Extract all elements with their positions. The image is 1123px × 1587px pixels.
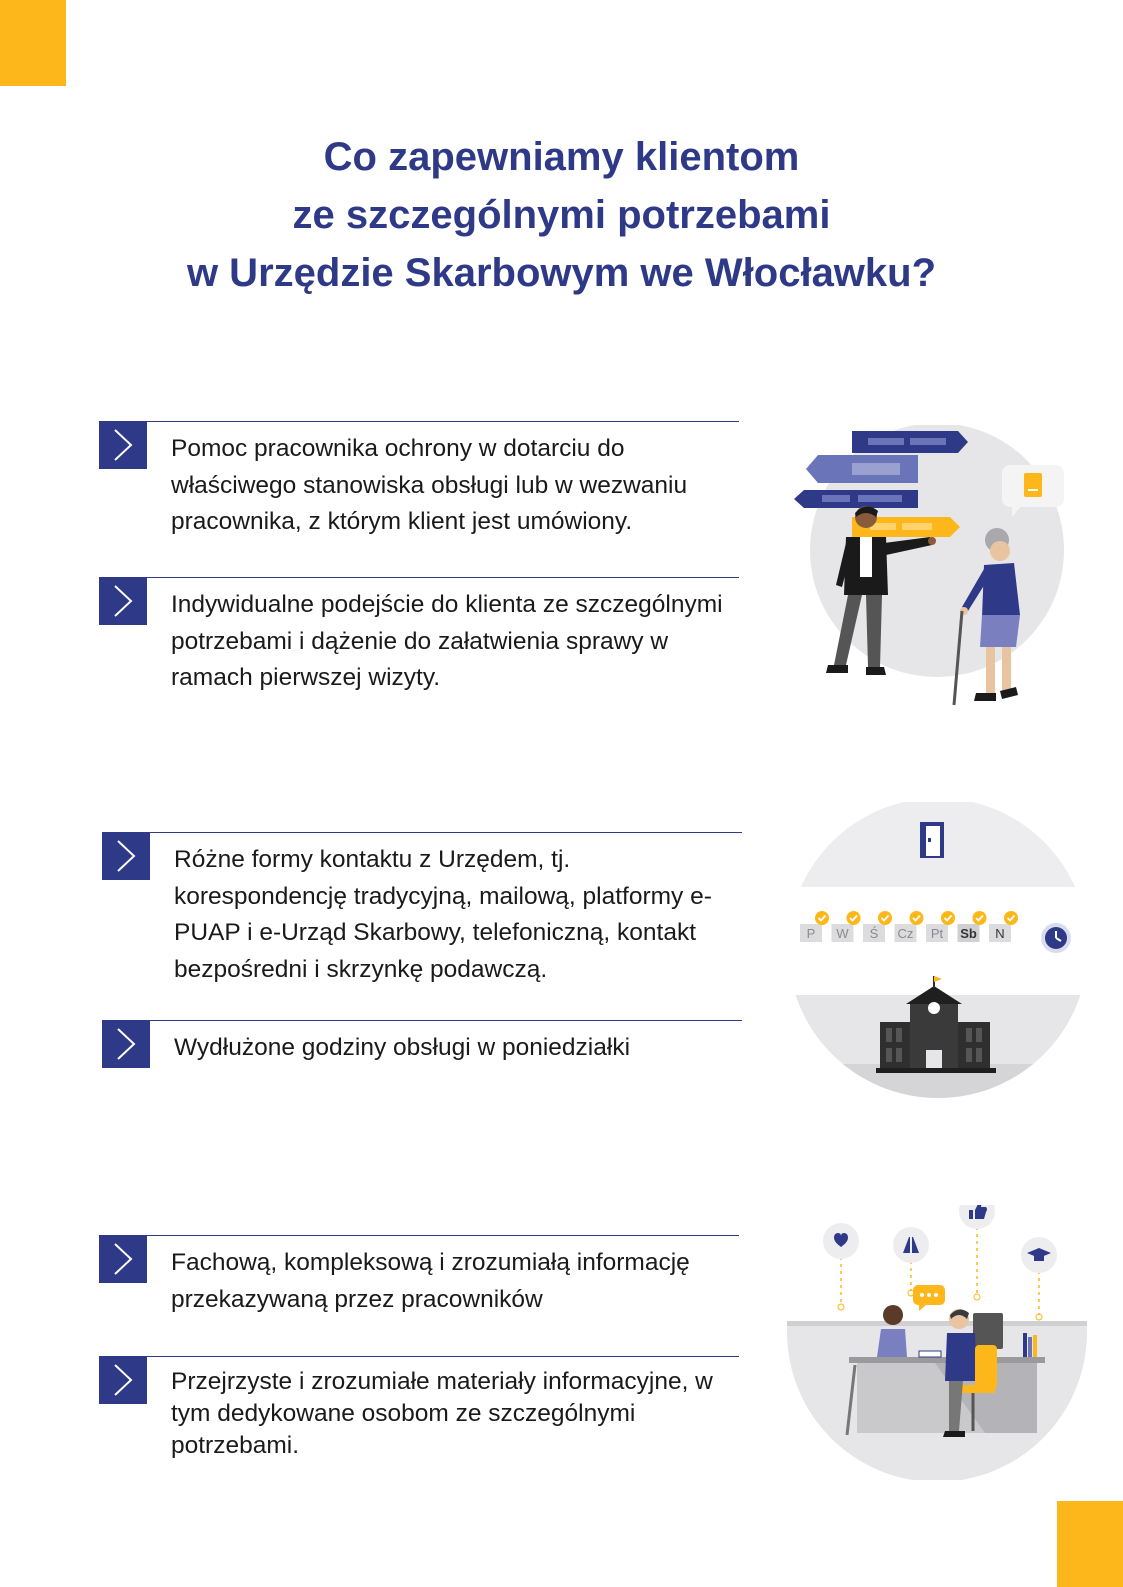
chevron-right-icon — [99, 1356, 147, 1404]
svg-text:Ś: Ś — [869, 926, 879, 941]
directions-illustration — [790, 425, 1080, 720]
item-text: Indywidualne podejście do klienta ze szczególnymi potrzebami i dążenie do załatwienia sprawy w ramach pierwszej wizyty. — [171, 591, 723, 691]
divider — [99, 577, 739, 578]
chevron-right-icon — [99, 577, 147, 625]
page-title — [0, 128, 1123, 302]
title-line-2: ze szczególnymi potrzebami — [292, 193, 831, 237]
svg-text:Pt: Pt — [930, 926, 944, 941]
contact-hours-illustration — [790, 802, 1090, 1107]
service-desk-illustration — [785, 1205, 1090, 1480]
check-icon — [973, 911, 987, 925]
chevron-right-icon — [99, 421, 147, 469]
divider — [102, 1020, 742, 1021]
check-icon — [1004, 911, 1018, 925]
corner-accent-top-left — [0, 0, 66, 86]
divider — [99, 421, 739, 422]
divider — [99, 1235, 739, 1236]
check-icon — [815, 911, 829, 925]
title-line-1: Co zapewniamy klientom — [323, 135, 800, 179]
check-icon — [847, 911, 861, 925]
item-text: Fachową, kompleksową i zrozumiałą informację przekazywaną przez pracowników — [171, 1249, 690, 1313]
check-icon — [941, 911, 955, 925]
chevron-right-icon — [102, 1020, 150, 1068]
chevron-right-icon — [99, 1235, 147, 1283]
chevron-right-icon — [102, 832, 150, 880]
check-icon — [910, 911, 924, 925]
corner-accent-bottom-right — [1057, 1501, 1123, 1587]
divider — [99, 1356, 739, 1357]
item-text: Różne formy kontaktu z Urzędem, tj. korespondencję tradycyjną, mailową, platformy e-PUAP i e-Urząd Skarbowy, telefoniczną, kontakt bezpośredni i skrzynkę podawczą. — [174, 846, 712, 983]
svg-text:Cz: Cz — [897, 926, 914, 941]
svg-text:Sb: Sb — [960, 926, 977, 941]
title-line-3: w Urzędzie Skarbowym we Włocławku? — [186, 251, 937, 295]
divider — [102, 832, 742, 833]
svg-text:N: N — [995, 926, 1005, 941]
svg-text:W: W — [836, 926, 849, 941]
item-text: Pomoc pracownika ochrony w dotarciu do właściwego stanowiska obsługi lub w wezwaniu pracownika, z którym klient jest umówiony. — [171, 435, 688, 535]
check-icon — [878, 911, 892, 925]
item-text: Wydłużone godziny obsługi w poniedziałki — [174, 1034, 631, 1061]
svg-text:P: P — [806, 926, 816, 941]
item-text: Przejrzyste i zrozumiałe materiały informacyjne, w tym dedykowane osobom ze szczególnymi potrzebami. — [171, 1368, 713, 1459]
